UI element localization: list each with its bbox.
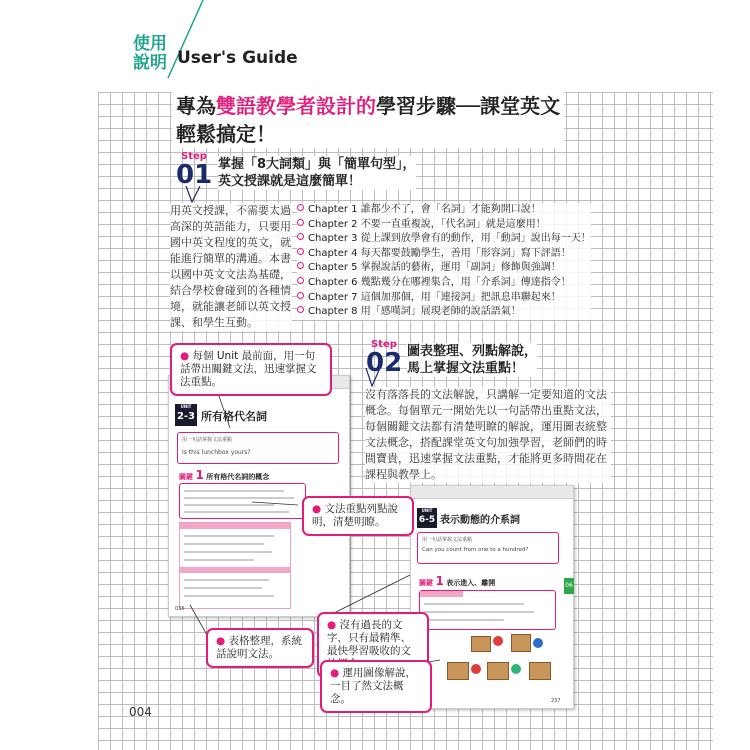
grammar-points-box [419,590,556,630]
grammar-points-box [179,483,306,519]
step1-badge: Step 01 [176,151,213,190]
book-page-number: 036 [175,606,185,612]
callout-illustration: ● 運用圖像解說，一目了然文法概念。 [320,660,432,713]
unit-badge: UNIT 6-5 [417,508,437,528]
chapter-item: Chapter 2 不要一直重複說，「代名詞」就是這麼用！ [297,218,591,233]
callout-concise-text: ● 沒有過長的文字，只有最精準、最快學習吸收的文 [317,612,429,678]
chapter-item: Chapter 8 用「感嘆詞」展現老師的說話語氣！ [297,305,591,320]
callout-table: ● 表格整理，系統話說明文法。 [206,628,314,668]
header-slash-decoration [148,0,208,80]
step2-title: 圖表整理、列點解說， 馬上掌握文法重點！ [407,344,538,376]
unit-badge: UNIT 2-3 [175,404,197,426]
callout-key-sentence: ● 每個 Unit 最前面，用一句話帶出關鍵文法，迅速掌握文法重點。 [170,343,332,396]
step1-paragraph: 用英文授課，不需要太過高深的英語能力，只要用國中英文程度的英文，就能進行簡單的溝通。本書以國中英文文法為基礎，結合學校會碰到的各種情境，就能讓老師以英文授課、和學生互動。 [170,204,291,329]
chapter-item: Chapter 1 誰都少不了，會「名詞」才能夠開口說！ [297,203,591,218]
unit-title: 表示動態的介系詞 [440,515,520,526]
key-sentence-box: 用一句話掌握文法重點 Is this lunchbox yours? [177,432,339,464]
book-page-right [410,485,574,709]
page-title: 專為雙語教學者設計的學習步驟──課堂英文 輕鬆搞定！ [172,92,564,148]
section-heading: 關鍵 1 表示進入、離開 [419,574,496,588]
key-sentence-box: 用一句話掌握文法重點 Can you count from one to a hundred? [417,532,559,564]
step2-badge: Step 02 [366,339,403,378]
step2-paragraph: 沒有落落長的文法解說，只講解一定要知道的文法概念。每個單元一開始先以一句話帶出重點文法，每個關鍵文法都有清楚明瞭的解說，運用圖表統整文法概念，搭配課堂英文句加強學習，老師們的時間寶貴，迅速掌握文法重點，才能將更多時間花在課程與教學上。 [365,387,611,483]
chapter-side-tab: 06 [564,578,574,594]
chapter-item: Chapter 3 從上課到放學會有的動作，用「動詞」說出每一天！ [297,232,591,247]
chapter-item: Chapter 5 掌握說話的藝術，運用「副詞」修飾與強調！ [297,261,591,276]
section-heading: 關鍵 1 所有格代名詞的概念 [179,468,270,482]
guide-label: 使用 說明 [133,34,167,73]
unit-title: 所有格代名詞 [201,410,267,423]
grammar-table [179,522,291,609]
book-page-number: 237 [551,698,561,704]
step1-title: 掌握「8大詞類」與「簡單句型」， 英文授課就是這麼簡單！ [218,157,416,189]
chapter-item: Chapter 7 這個加那個，用「連接詞」把訊息串聯起來！ [297,291,591,306]
chapter-list [297,203,591,320]
callout-grammar-points: ● 文法重點列點說明，清楚明瞭。 [302,496,414,536]
chapter-item: Chapter 6 幾點幾分在哪裡集合，用「介系詞」傳達指令！ [297,276,591,291]
page-number: 004 [129,705,152,719]
guide-title: User's Guide [177,48,298,68]
chapter-item: Chapter 4 每天都要鼓勵學生，善用「形容詞」寫下評語！ [297,247,591,262]
